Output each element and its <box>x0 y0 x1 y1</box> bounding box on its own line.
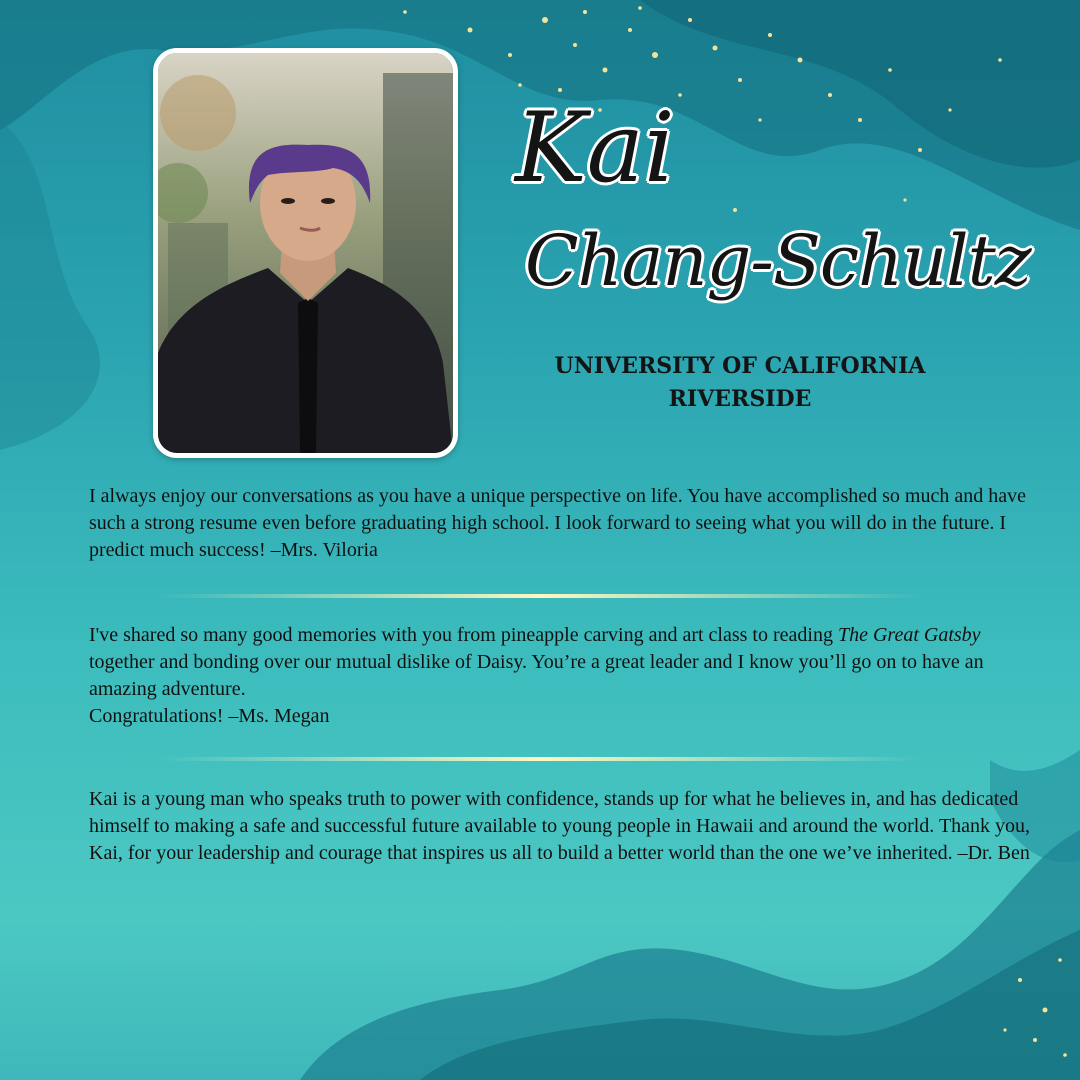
university-line-1: UNIVERSITY OF CALIFORNIA <box>554 353 926 379</box>
book-title: The Great Gatsby <box>837 624 981 646</box>
gold-divider <box>160 594 920 598</box>
portrait-photo <box>153 48 458 458</box>
message-megan-closing: Congratulations! –Ms. Megan <box>89 705 330 727</box>
message-viloria: I always enjoy our conversations as you have a unique perspective on life. You have accomplished so much and have such a strong resume even before graduating high school. I look forward to seeing what you will do in the future. I predict much success! –Mrs. Viloria <box>89 485 1026 561</box>
university-line-2: RIVERSIDE <box>668 386 812 412</box>
message-megan <box>89 622 1034 730</box>
university-name <box>515 350 965 416</box>
message-megan-part-2: together and bonding over our mutual dislike of Daisy. You’re a great leader and I know you’ll go on to have an amazing adventure. <box>89 651 984 700</box>
first-name-heading: Kai <box>515 92 675 204</box>
message-dr-ben: Kai is a young man who speaks truth to power with confidence, stands up for what he believes in, and has dedicated himself to making a safe and successful future available to young people in Hawaii and around the world. Thank you, Kai, for your leadership and courage that inspires us all to build a better world than the one we’ve inherited. –Dr. Ben <box>89 788 1031 864</box>
last-name-heading: Chang-Schultz <box>525 220 1031 302</box>
gold-divider <box>160 757 920 761</box>
message-megan-part-1: I've shared so many good memories with you from pineapple carving and art class to reading <box>89 624 838 646</box>
